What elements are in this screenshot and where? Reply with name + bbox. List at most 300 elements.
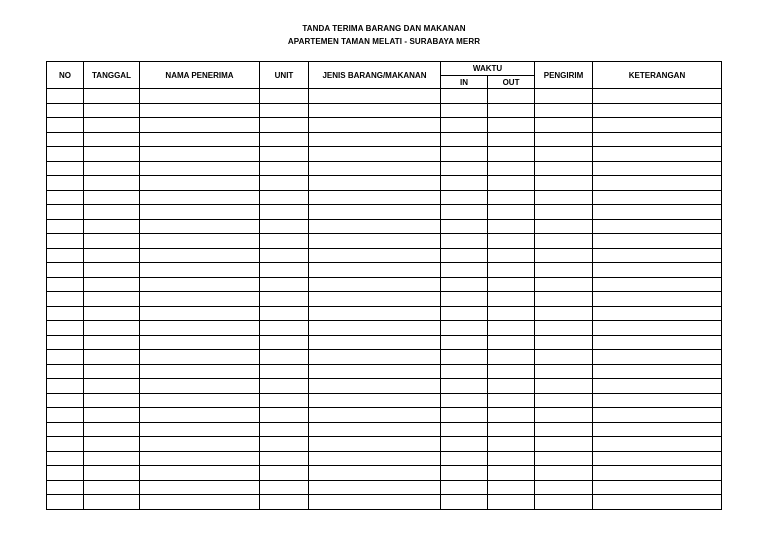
cell-pengirim [535, 161, 593, 176]
cell-keterangan [593, 321, 722, 336]
cell-no [47, 422, 84, 437]
cell-keterangan [593, 205, 722, 220]
cell-nama-penerima [140, 277, 260, 292]
cell-waktu-in [441, 495, 488, 510]
cell-pengirim [535, 321, 593, 336]
cell-keterangan [593, 248, 722, 263]
cell-keterangan [593, 306, 722, 321]
cell-pengirim [535, 306, 593, 321]
table-row [47, 205, 722, 220]
cell-waktu-in [441, 437, 488, 452]
cell-nama-penerima [140, 306, 260, 321]
cell-pengirim [535, 234, 593, 249]
cell-pengirim [535, 292, 593, 307]
cell-jenis-barang [309, 147, 441, 162]
cell-waktu-in [441, 480, 488, 495]
cell-no [47, 306, 84, 321]
cell-no [47, 350, 84, 365]
cell-keterangan [593, 277, 722, 292]
cell-nama-penerima [140, 393, 260, 408]
cell-waktu-in [441, 408, 488, 423]
cell-no [47, 408, 84, 423]
cell-no [47, 103, 84, 118]
cell-pengirim [535, 437, 593, 452]
cell-pengirim [535, 466, 593, 481]
cell-jenis-barang [309, 350, 441, 365]
table-row [47, 248, 722, 263]
cell-tanggal [84, 219, 140, 234]
cell-tanggal [84, 393, 140, 408]
cell-no [47, 248, 84, 263]
receipt-log-table [46, 61, 722, 510]
cell-tanggal [84, 205, 140, 220]
cell-keterangan [593, 161, 722, 176]
cell-unit [260, 161, 309, 176]
table-row [47, 190, 722, 205]
header-waktu-in: IN [441, 76, 488, 89]
document-title [0, 22, 768, 48]
cell-waktu-out [488, 161, 535, 176]
cell-waktu-out [488, 234, 535, 249]
cell-keterangan [593, 292, 722, 307]
cell-nama-penerima [140, 495, 260, 510]
cell-jenis-barang [309, 408, 441, 423]
cell-tanggal [84, 277, 140, 292]
cell-waktu-in [441, 263, 488, 278]
cell-nama-penerima [140, 321, 260, 336]
cell-keterangan [593, 118, 722, 133]
cell-jenis-barang [309, 118, 441, 133]
cell-keterangan [593, 219, 722, 234]
cell-no [47, 379, 84, 394]
cell-waktu-in [441, 161, 488, 176]
cell-unit [260, 422, 309, 437]
cell-waktu-out [488, 263, 535, 278]
cell-unit [260, 219, 309, 234]
header-waktu-out: OUT [488, 76, 535, 89]
cell-unit [260, 466, 309, 481]
cell-pengirim [535, 176, 593, 191]
cell-pengirim [535, 132, 593, 147]
cell-keterangan [593, 495, 722, 510]
cell-nama-penerima [140, 263, 260, 278]
cell-tanggal [84, 306, 140, 321]
cell-tanggal [84, 321, 140, 336]
cell-jenis-barang [309, 335, 441, 350]
cell-waktu-out [488, 393, 535, 408]
cell-tanggal [84, 364, 140, 379]
cell-pengirim [535, 364, 593, 379]
table-row [47, 495, 722, 510]
cell-nama-penerima [140, 248, 260, 263]
cell-no [47, 190, 84, 205]
cell-nama-penerima [140, 335, 260, 350]
cell-unit [260, 263, 309, 278]
cell-nama-penerima [140, 176, 260, 191]
table-row [47, 292, 722, 307]
cell-keterangan [593, 176, 722, 191]
cell-nama-penerima [140, 234, 260, 249]
cell-keterangan [593, 466, 722, 481]
cell-waktu-out [488, 132, 535, 147]
cell-waktu-in [441, 379, 488, 394]
header-jenis-barang: JENIS BARANG/MAKANAN [309, 62, 441, 89]
cell-pengirim [535, 190, 593, 205]
cell-waktu-in [441, 277, 488, 292]
cell-tanggal [84, 234, 140, 249]
cell-jenis-barang [309, 393, 441, 408]
cell-pengirim [535, 103, 593, 118]
title-line-1: TANDA TERIMA BARANG DAN MAKANAN [302, 24, 466, 33]
cell-nama-penerima [140, 161, 260, 176]
cell-pengirim [535, 205, 593, 220]
cell-unit [260, 350, 309, 365]
cell-jenis-barang [309, 480, 441, 495]
cell-unit [260, 437, 309, 452]
cell-tanggal [84, 379, 140, 394]
header-pengirim: PENGIRIM [535, 62, 593, 89]
cell-tanggal [84, 132, 140, 147]
cell-waktu-out [488, 306, 535, 321]
cell-waktu-in [441, 451, 488, 466]
table-row [47, 437, 722, 452]
cell-tanggal [84, 408, 140, 423]
cell-no [47, 364, 84, 379]
table-row [47, 306, 722, 321]
header-nama-penerima: NAMA PENERIMA [140, 62, 260, 89]
cell-waktu-out [488, 248, 535, 263]
table-row [47, 335, 722, 350]
cell-pengirim [535, 263, 593, 278]
cell-pengirim [535, 495, 593, 510]
cell-keterangan [593, 393, 722, 408]
cell-jenis-barang [309, 176, 441, 191]
cell-no [47, 393, 84, 408]
cell-jenis-barang [309, 161, 441, 176]
cell-waktu-out [488, 437, 535, 452]
cell-tanggal [84, 422, 140, 437]
cell-keterangan [593, 234, 722, 249]
cell-jenis-barang [309, 234, 441, 249]
cell-tanggal [84, 190, 140, 205]
cell-pengirim [535, 248, 593, 263]
cell-tanggal [84, 118, 140, 133]
cell-waktu-out [488, 335, 535, 350]
cell-keterangan [593, 422, 722, 437]
cell-nama-penerima [140, 103, 260, 118]
cell-waktu-in [441, 132, 488, 147]
cell-jenis-barang [309, 89, 441, 104]
header-waktu: WAKTU [441, 62, 535, 76]
cell-jenis-barang [309, 103, 441, 118]
cell-waktu-out [488, 379, 535, 394]
cell-tanggal [84, 263, 140, 278]
cell-jenis-barang [309, 437, 441, 452]
cell-waktu-in [441, 321, 488, 336]
cell-nama-penerima [140, 466, 260, 481]
cell-nama-penerima [140, 89, 260, 104]
cell-nama-penerima [140, 480, 260, 495]
cell-no [47, 205, 84, 220]
cell-pengirim [535, 147, 593, 162]
cell-waktu-in [441, 118, 488, 133]
cell-waktu-out [488, 364, 535, 379]
table-row [47, 147, 722, 162]
table-row [47, 89, 722, 104]
cell-tanggal [84, 335, 140, 350]
table-row [47, 393, 722, 408]
cell-pengirim [535, 451, 593, 466]
cell-pengirim [535, 422, 593, 437]
cell-waktu-in [441, 147, 488, 162]
cell-unit [260, 480, 309, 495]
cell-unit [260, 321, 309, 336]
cell-jenis-barang [309, 219, 441, 234]
cell-unit [260, 277, 309, 292]
cell-tanggal [84, 437, 140, 452]
cell-pengirim [535, 118, 593, 133]
cell-waktu-out [488, 176, 535, 191]
cell-unit [260, 364, 309, 379]
table-row [47, 422, 722, 437]
cell-jenis-barang [309, 190, 441, 205]
cell-keterangan [593, 147, 722, 162]
cell-tanggal [84, 89, 140, 104]
cell-no [47, 495, 84, 510]
cell-jenis-barang [309, 132, 441, 147]
header-keterangan: KETERANGAN [593, 62, 722, 89]
cell-keterangan [593, 379, 722, 394]
cell-unit [260, 118, 309, 133]
cell-waktu-out [488, 451, 535, 466]
cell-waktu-in [441, 205, 488, 220]
cell-waktu-in [441, 466, 488, 481]
cell-nama-penerima [140, 292, 260, 307]
cell-nama-penerima [140, 422, 260, 437]
cell-jenis-barang [309, 321, 441, 336]
cell-waktu-in [441, 350, 488, 365]
table-row [47, 118, 722, 133]
cell-unit [260, 408, 309, 423]
table-row [47, 219, 722, 234]
cell-waktu-out [488, 118, 535, 133]
header-no: NO [47, 62, 84, 89]
cell-tanggal [84, 161, 140, 176]
cell-keterangan [593, 263, 722, 278]
cell-no [47, 277, 84, 292]
cell-nama-penerima [140, 451, 260, 466]
cell-tanggal [84, 480, 140, 495]
cell-unit [260, 495, 309, 510]
cell-jenis-barang [309, 306, 441, 321]
cell-unit [260, 147, 309, 162]
cell-no [47, 161, 84, 176]
table-row [47, 379, 722, 394]
cell-no [47, 234, 84, 249]
table-row [47, 234, 722, 249]
cell-nama-penerima [140, 205, 260, 220]
cell-waktu-in [441, 176, 488, 191]
cell-unit [260, 451, 309, 466]
table-row [47, 263, 722, 278]
table-row [47, 132, 722, 147]
cell-no [47, 147, 84, 162]
cell-waktu-out [488, 422, 535, 437]
cell-jenis-barang [309, 466, 441, 481]
cell-waktu-in [441, 335, 488, 350]
cell-keterangan [593, 89, 722, 104]
cell-jenis-barang [309, 292, 441, 307]
cell-jenis-barang [309, 379, 441, 394]
cell-waktu-out [488, 147, 535, 162]
cell-waktu-out [488, 408, 535, 423]
cell-pengirim [535, 408, 593, 423]
cell-keterangan [593, 364, 722, 379]
cell-no [47, 321, 84, 336]
cell-nama-penerima [140, 190, 260, 205]
table-row [47, 277, 722, 292]
table-row [47, 364, 722, 379]
cell-waktu-out [488, 103, 535, 118]
cell-waktu-in [441, 292, 488, 307]
cell-unit [260, 393, 309, 408]
cell-waktu-in [441, 103, 488, 118]
cell-no [47, 451, 84, 466]
cell-pengirim [535, 379, 593, 394]
cell-unit [260, 379, 309, 394]
cell-nama-penerima [140, 364, 260, 379]
cell-nama-penerima [140, 379, 260, 394]
cell-waktu-in [441, 306, 488, 321]
table-row [47, 176, 722, 191]
cell-waktu-out [488, 89, 535, 104]
cell-keterangan [593, 350, 722, 365]
cell-tanggal [84, 495, 140, 510]
cell-waktu-out [488, 219, 535, 234]
cell-tanggal [84, 292, 140, 307]
title-line-2: APARTEMEN TAMAN MELATI - SURABAYA MERR [287, 37, 481, 46]
cell-nama-penerima [140, 118, 260, 133]
cell-nama-penerima [140, 437, 260, 452]
cell-no [47, 335, 84, 350]
cell-unit [260, 103, 309, 118]
table-row [47, 480, 722, 495]
cell-unit [260, 292, 309, 307]
cell-nama-penerima [140, 219, 260, 234]
cell-waktu-in [441, 364, 488, 379]
cell-unit [260, 248, 309, 263]
cell-no [47, 263, 84, 278]
cell-no [47, 132, 84, 147]
cell-waktu-out [488, 321, 535, 336]
cell-tanggal [84, 466, 140, 481]
cell-jenis-barang [309, 205, 441, 220]
cell-pengirim [535, 335, 593, 350]
cell-jenis-barang [309, 422, 441, 437]
cell-waktu-out [488, 480, 535, 495]
cell-no [47, 176, 84, 191]
cell-pengirim [535, 393, 593, 408]
cell-waktu-in [441, 89, 488, 104]
cell-unit [260, 234, 309, 249]
cell-tanggal [84, 103, 140, 118]
cell-keterangan [593, 335, 722, 350]
cell-waktu-out [488, 292, 535, 307]
cell-jenis-barang [309, 248, 441, 263]
cell-no [47, 89, 84, 104]
cell-unit [260, 335, 309, 350]
cell-keterangan [593, 480, 722, 495]
cell-unit [260, 190, 309, 205]
cell-waktu-in [441, 248, 488, 263]
cell-waktu-in [441, 234, 488, 249]
table-row [47, 350, 722, 365]
cell-unit [260, 132, 309, 147]
cell-waktu-in [441, 190, 488, 205]
cell-tanggal [84, 248, 140, 263]
cell-tanggal [84, 451, 140, 466]
cell-waktu-out [488, 495, 535, 510]
cell-no [47, 292, 84, 307]
cell-pengirim [535, 480, 593, 495]
cell-jenis-barang [309, 495, 441, 510]
cell-pengirim [535, 277, 593, 292]
cell-waktu-out [488, 350, 535, 365]
cell-waktu-out [488, 190, 535, 205]
cell-unit [260, 176, 309, 191]
header-unit: UNIT [260, 62, 309, 89]
cell-tanggal [84, 147, 140, 162]
cell-tanggal [84, 350, 140, 365]
table-row [47, 466, 722, 481]
table-row [47, 161, 722, 176]
cell-keterangan [593, 132, 722, 147]
cell-jenis-barang [309, 263, 441, 278]
cell-keterangan [593, 451, 722, 466]
cell-keterangan [593, 408, 722, 423]
cell-keterangan [593, 190, 722, 205]
table-row [47, 321, 722, 336]
cell-no [47, 480, 84, 495]
cell-waktu-out [488, 277, 535, 292]
cell-waktu-out [488, 205, 535, 220]
cell-waktu-in [441, 393, 488, 408]
cell-pengirim [535, 350, 593, 365]
cell-pengirim [535, 219, 593, 234]
cell-jenis-barang [309, 364, 441, 379]
cell-keterangan [593, 103, 722, 118]
cell-unit [260, 306, 309, 321]
cell-waktu-in [441, 422, 488, 437]
cell-waktu-out [488, 466, 535, 481]
cell-no [47, 118, 84, 133]
cell-waktu-in [441, 219, 488, 234]
cell-nama-penerima [140, 350, 260, 365]
table-header [47, 62, 722, 89]
cell-unit [260, 89, 309, 104]
cell-no [47, 219, 84, 234]
cell-tanggal [84, 176, 140, 191]
cell-jenis-barang [309, 277, 441, 292]
table-row [47, 408, 722, 423]
cell-no [47, 466, 84, 481]
cell-nama-penerima [140, 408, 260, 423]
cell-unit [260, 205, 309, 220]
cell-jenis-barang [309, 451, 441, 466]
table-row [47, 103, 722, 118]
header-tanggal: TANGGAL [84, 62, 140, 89]
cell-nama-penerima [140, 132, 260, 147]
